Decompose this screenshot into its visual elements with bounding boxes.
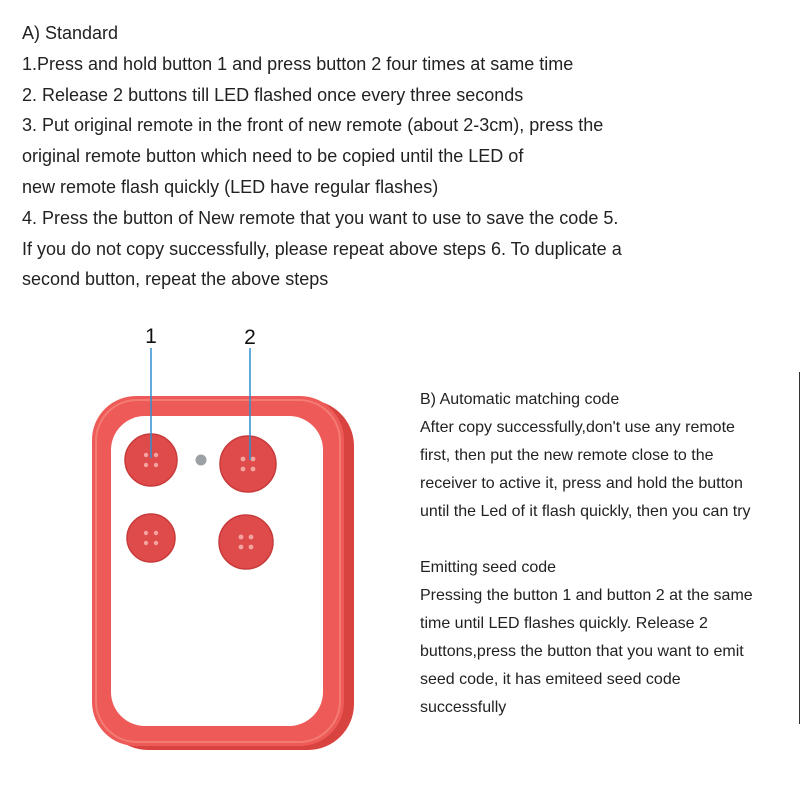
instruction-line: original remote button which need to be copied until the LED of	[22, 146, 524, 167]
remote-button-4	[219, 515, 273, 569]
section-a-heading: A) Standard	[22, 23, 119, 43]
instruction-line: buttons,press the button that you want to emit	[420, 643, 744, 660]
instruction-line: 4. Press the button of New remote that you want to use to save the code 5.	[22, 207, 619, 228]
remote-button-3	[127, 514, 175, 562]
seed-code-heading: Emitting seed code	[420, 559, 557, 576]
instruction-line: 1.Press and hold button 1 and press button 2 four times at same time	[22, 53, 574, 74]
instruction-line: 2. Release 2 buttons till LED flashed once every three seconds	[22, 84, 524, 105]
instruction-line: new remote flash quickly (LED have regular flashes)	[22, 176, 439, 197]
instruction-line: first, then put the new remote close to the	[420, 447, 714, 464]
instruction-line: until the Led of it flash quickly, then you can try	[420, 503, 751, 520]
remote-button-2	[220, 436, 276, 492]
remote-control-icon	[78, 318, 368, 788]
instruction-line: successfully	[420, 699, 507, 716]
instruction-line: time until LED flashes quickly. Release 2	[420, 615, 708, 632]
instruction-line: 3. Put original remote in the front of new remote (about 2-3cm), press the	[22, 115, 604, 136]
instruction-line: Pressing the button 1 and button 2 at the same	[420, 587, 753, 604]
led-icon	[196, 455, 207, 466]
callout-number-1: 1	[145, 325, 157, 348]
section-b-heading: B) Automatic matching code	[420, 391, 620, 408]
instruction-line: second button, repeat the above steps	[22, 269, 329, 290]
spacer	[420, 526, 800, 554]
instruction-line: If you do not copy successfully, please repeat above steps 6. To duplicate a	[22, 238, 622, 259]
standard-instructions	[22, 18, 792, 295]
callout-number-2: 2	[244, 326, 256, 349]
instruction-line: receiver to active it, press and hold the button	[420, 475, 743, 492]
instruction-line: seed code, it has emiteed seed code	[420, 671, 681, 688]
instruction-line: After copy successfully,don't use any remote	[420, 419, 735, 436]
auto-matching-instructions	[420, 386, 800, 722]
